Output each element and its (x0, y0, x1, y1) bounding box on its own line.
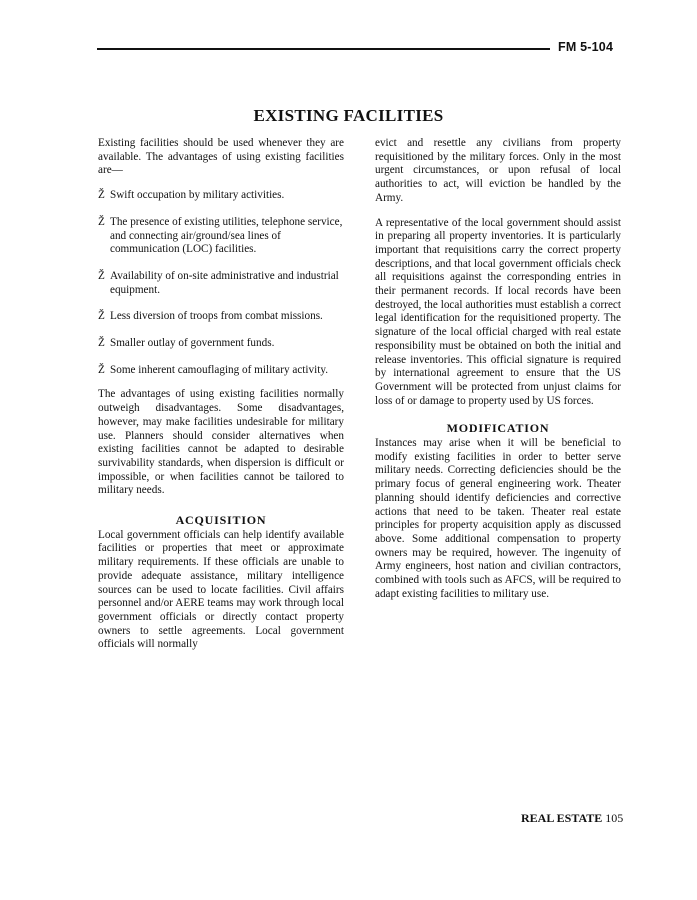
representative-paragraph: A representative of the local government should assist in preparing all property inventories. It is particularly important that requisitions carry the correct property descriptions, and that local government officials check all requisitions against the corresponding entries in their permanent records. If local records have been destroyed, the local authorities must establish a correct legal identification for the requisitioned property. The signature of the local official charged with real estate responsibility must be obtained on both the initial and release inventories. This official signature is required by international agreement to ensure that the US Government will be protected from unjust claims for loss of or damage to property used by US forces. (375, 216, 621, 407)
list-item-text: Availability of on-site administrative and industrial equipment. (110, 269, 339, 296)
bullet-marker: Ž (98, 310, 105, 323)
advantages-paragraph: The advantages of using existing facilities normally outweigh disadvantages. Some disadvantages, however, may make facilities undesirable for military use. Planners should consider alternatives when existing facilities cannot be adapted to desirable survivability standards, when dispersion is difficult or impossible, or when facilities cannot be tailored to military needs. (98, 388, 344, 497)
list-item (98, 337, 344, 351)
list-item (98, 270, 344, 297)
page-number: 105 (605, 811, 624, 825)
list-item (98, 216, 344, 257)
list-item-text: The presence of existing utilities, telephone service, and connecting air/ground/sea lines of communication (LOC) facilities. (110, 215, 343, 256)
bullet-marker: Ž (98, 337, 105, 350)
intro-paragraph: Existing facilities should be used whenever they are available. The advantages of using existing facilities are— (98, 137, 344, 177)
list-item-text: Smaller outlay of government funds. (110, 337, 275, 350)
manual-code: FM 5-104 (558, 40, 614, 54)
bullet-marker: Ž (98, 363, 105, 376)
acquisition-paragraph: Local government officials can help identify available facilities or properties that meet or approximate military requirements. If these officials are unable to provide adequate assistance, military intelligence sources can be used to locate facilities. Civil affairs personnel and/or AERE teams may work through local government officials or directly contact property owners to settle agreements. Local government officials will normally (98, 528, 344, 651)
left-column (98, 137, 344, 652)
header-rule (97, 48, 550, 50)
modification-paragraph: Instances may arise when it will be beneficial to modify existing facilities in order to better serve military needs. Correcting deficiencies should be the primary focus of general engineering work. Theater planning should identify deficiencies and corrective actions that need to be taken. Theater real estate principles for property acquisition apply as discussed above. Some additional compensation to property owners may be required, however. The ingenuity of Army engineers, host nation and civilian contractors, combined with tools such as AFCS, will be required to adapt existing facilities to military use. (375, 437, 621, 600)
right-column (375, 137, 621, 602)
modification-heading: MODIFICATION (446, 421, 550, 436)
page-title: EXISTING FACILITIES (253, 106, 444, 125)
bullet-marker: Ž (98, 269, 105, 282)
list-item-text: Swift occupation by military activities. (110, 189, 285, 202)
list-item-text: Less diversion of troops from combat missions. (110, 310, 323, 323)
bullet-marker: Ž (98, 189, 105, 202)
list-item-text: Some inherent camouflaging of military activity. (110, 363, 328, 376)
footer-section-label: REAL ESTATE (521, 811, 603, 825)
continuation-paragraph: evict and resettle any civilians from property requisitioned by the military forces. Only in the most urgent circumstances, or upon refusal of local authorities to act, will eviction be handled by the Army. (375, 137, 621, 204)
list-item (98, 189, 344, 203)
advantages-list (98, 189, 344, 377)
list-item (98, 310, 344, 324)
list-item (98, 364, 344, 378)
acquisition-heading: ACQUISITION (175, 513, 267, 528)
bullet-marker: Ž (98, 215, 105, 228)
page-footer (521, 811, 623, 826)
